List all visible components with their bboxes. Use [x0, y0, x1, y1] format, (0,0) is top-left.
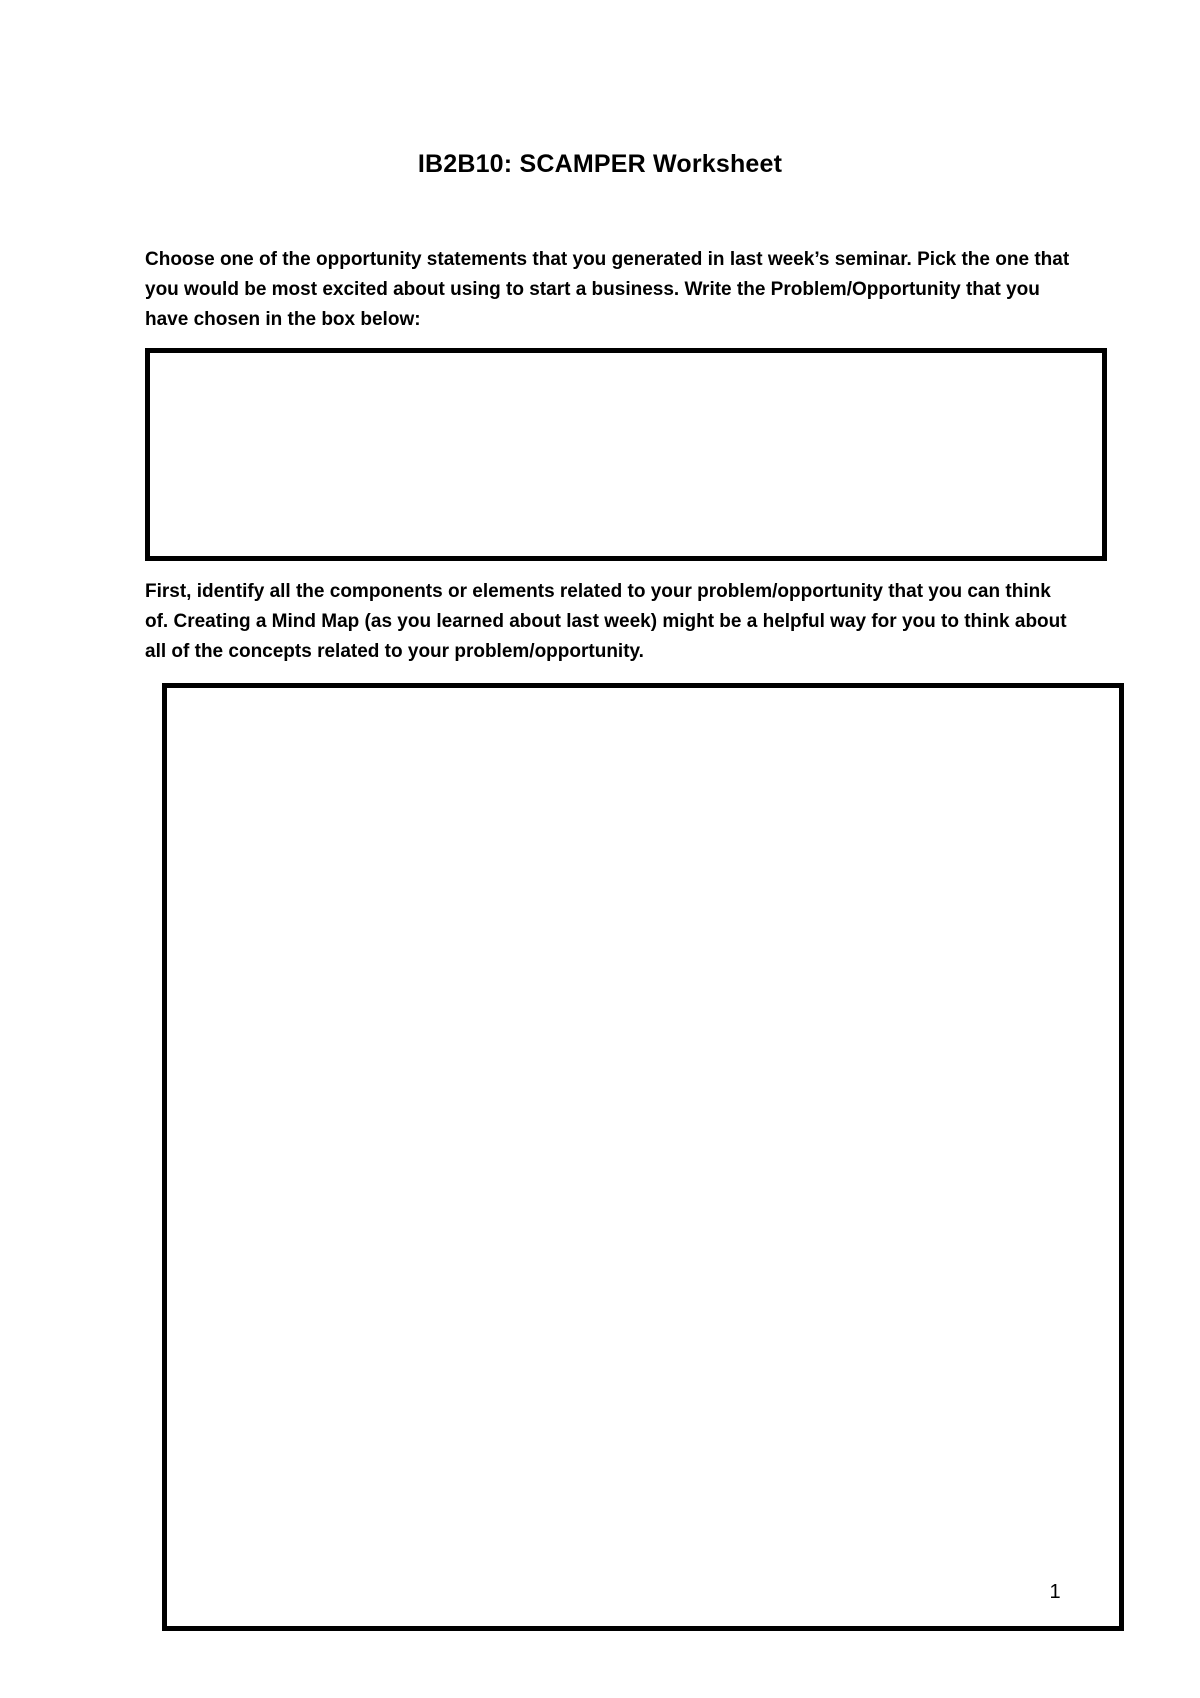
- problem-opportunity-box[interactable]: [145, 348, 1107, 561]
- opportunity-instruction: Choose one of the opportunity statements that you generated in last week’s seminar. Pick the one that you would be most excited about using to start a business. Write the Problem/Opportunity that you have chosen in the box below:: [145, 249, 1070, 330]
- components-instruction: First, identify all the components or elements related to your problem/opportunity that you can think of. Creating a Mind Map (as you learned about last week) might be a helpful way for you to think about all of the concepts related to your problem/opportunity.: [145, 581, 1067, 662]
- page-number: 1: [1049, 1581, 1061, 1603]
- mind-map-box[interactable]: [162, 683, 1124, 1631]
- page-title: IB2B10: SCAMPER Worksheet: [417, 150, 783, 178]
